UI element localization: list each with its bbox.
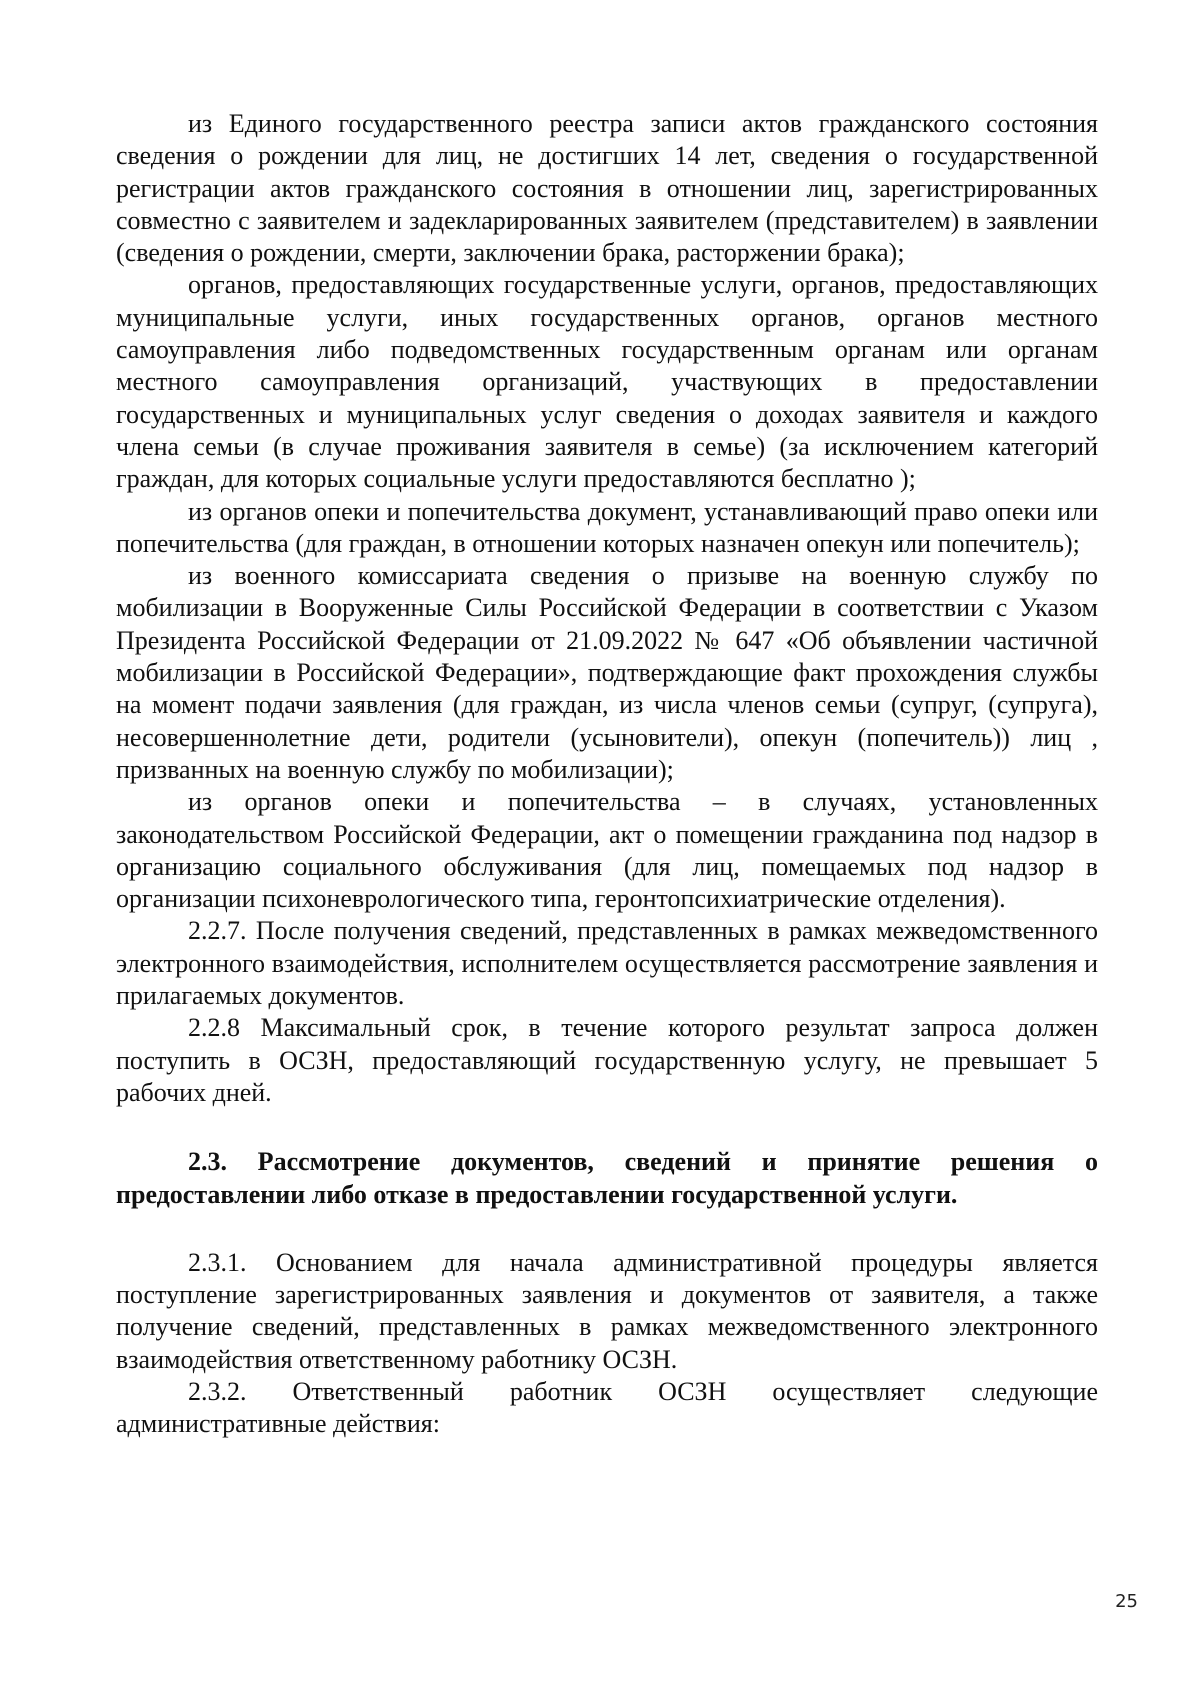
paragraph-supervision-act: из органов опеки и попечительства – в случаях, установленных законодательством Российской Федерации, акт о помещении гражданина под надзор в организацию социального обслуживания (для лиц, помещаемых под надзор в организации психоневрологического типа, геронтопсихиатрические отделения). [116,787,1098,914]
document-page [116,108,1098,1441]
paragraph-military-commissariat: из военного комиссариата сведения о призыве на военную службу по мобилизации в Вооруженные Силы Российской Федерации в соответствии с Указом Президента Российской Федерации от 21.09.2022 № 647 «Об объявлении частичной мобилизации в Российской Федерации», подтверждающие факт прохождения службы на момент подачи заявления (для граждан, из числа членов семьи (супруг, (супруга), несовершеннолетние дети, родители (усыновители), опекун (попечитель)) лиц , призванных на военную службу по мобилизации); [116,561,1098,784]
paragraph-2-2-8: 2.2.8 Максимальный срок, в течение которого результат запроса должен поступить в ОСЗН, предоставляющий государственную услугу, не превышает 5 рабочих дней. [116,1013,1098,1107]
page-number: 25 [1115,1591,1138,1612]
paragraph-2-3-2: 2.3.2. Ответственный работник ОСЗН осуществляет следующие административные действия: [116,1376,1098,1439]
paragraph-2-2-7: 2.2.7. После получения сведений, представленных в рамках межведомственного электронного взаимодействия, исполнителем осуществляется рассмотрение заявления и прилагаемых документов. [116,916,1098,1011]
paragraph-guardianship-document: из органов опеки и попечительства документ, устанавливающий право опеки или попечительства (для граждан, в отношении которых назначен опекун или попечитель); [116,496,1098,558]
paragraph-2-3-1: 2.3.1. Основанием для начала административной процедуры является поступление зарегистрированных заявления и документов от заявителя, а также получение сведений, представленных в рамках межведомственного электронного взаимодействия ответственному работнику ОСЗН. [116,1247,1098,1374]
section-heading-2-3: 2.3. Рассмотрение документов, сведений и принятие решения о предоставлении либо отказе в предоставлении государственной услуги. [116,1147,1098,1209]
paragraph-civil-registry: из Единого государственного реестра записи актов гражданского состояния сведения о рождении для лиц, не достигших 14 лет, сведения о государственной регистрации актов гражданского состояния в отношении лиц, зарегистрированных совместно с заявителем и задекларированных заявителем (представителем) в заявлении (сведения о рождении, смерти, заключении брака, расторжении брака); [116,109,1098,268]
paragraph-income-info: органов, предоставляющих государственные услуги, органов, предоставляющих муниципальные услуги, иных государственных органов, органов местного самоуправления либо подведомственных государственным органам или органам местного самоуправления организаций, участвующих в предоставлении государственных и муниципальных услуг сведения о доходах заявителя и каждого члена семьи (в случае проживания заявителя в семье) (за исключением категорий граждан, для которых социальные услуги предоставляются бесплатно ); [116,270,1098,494]
